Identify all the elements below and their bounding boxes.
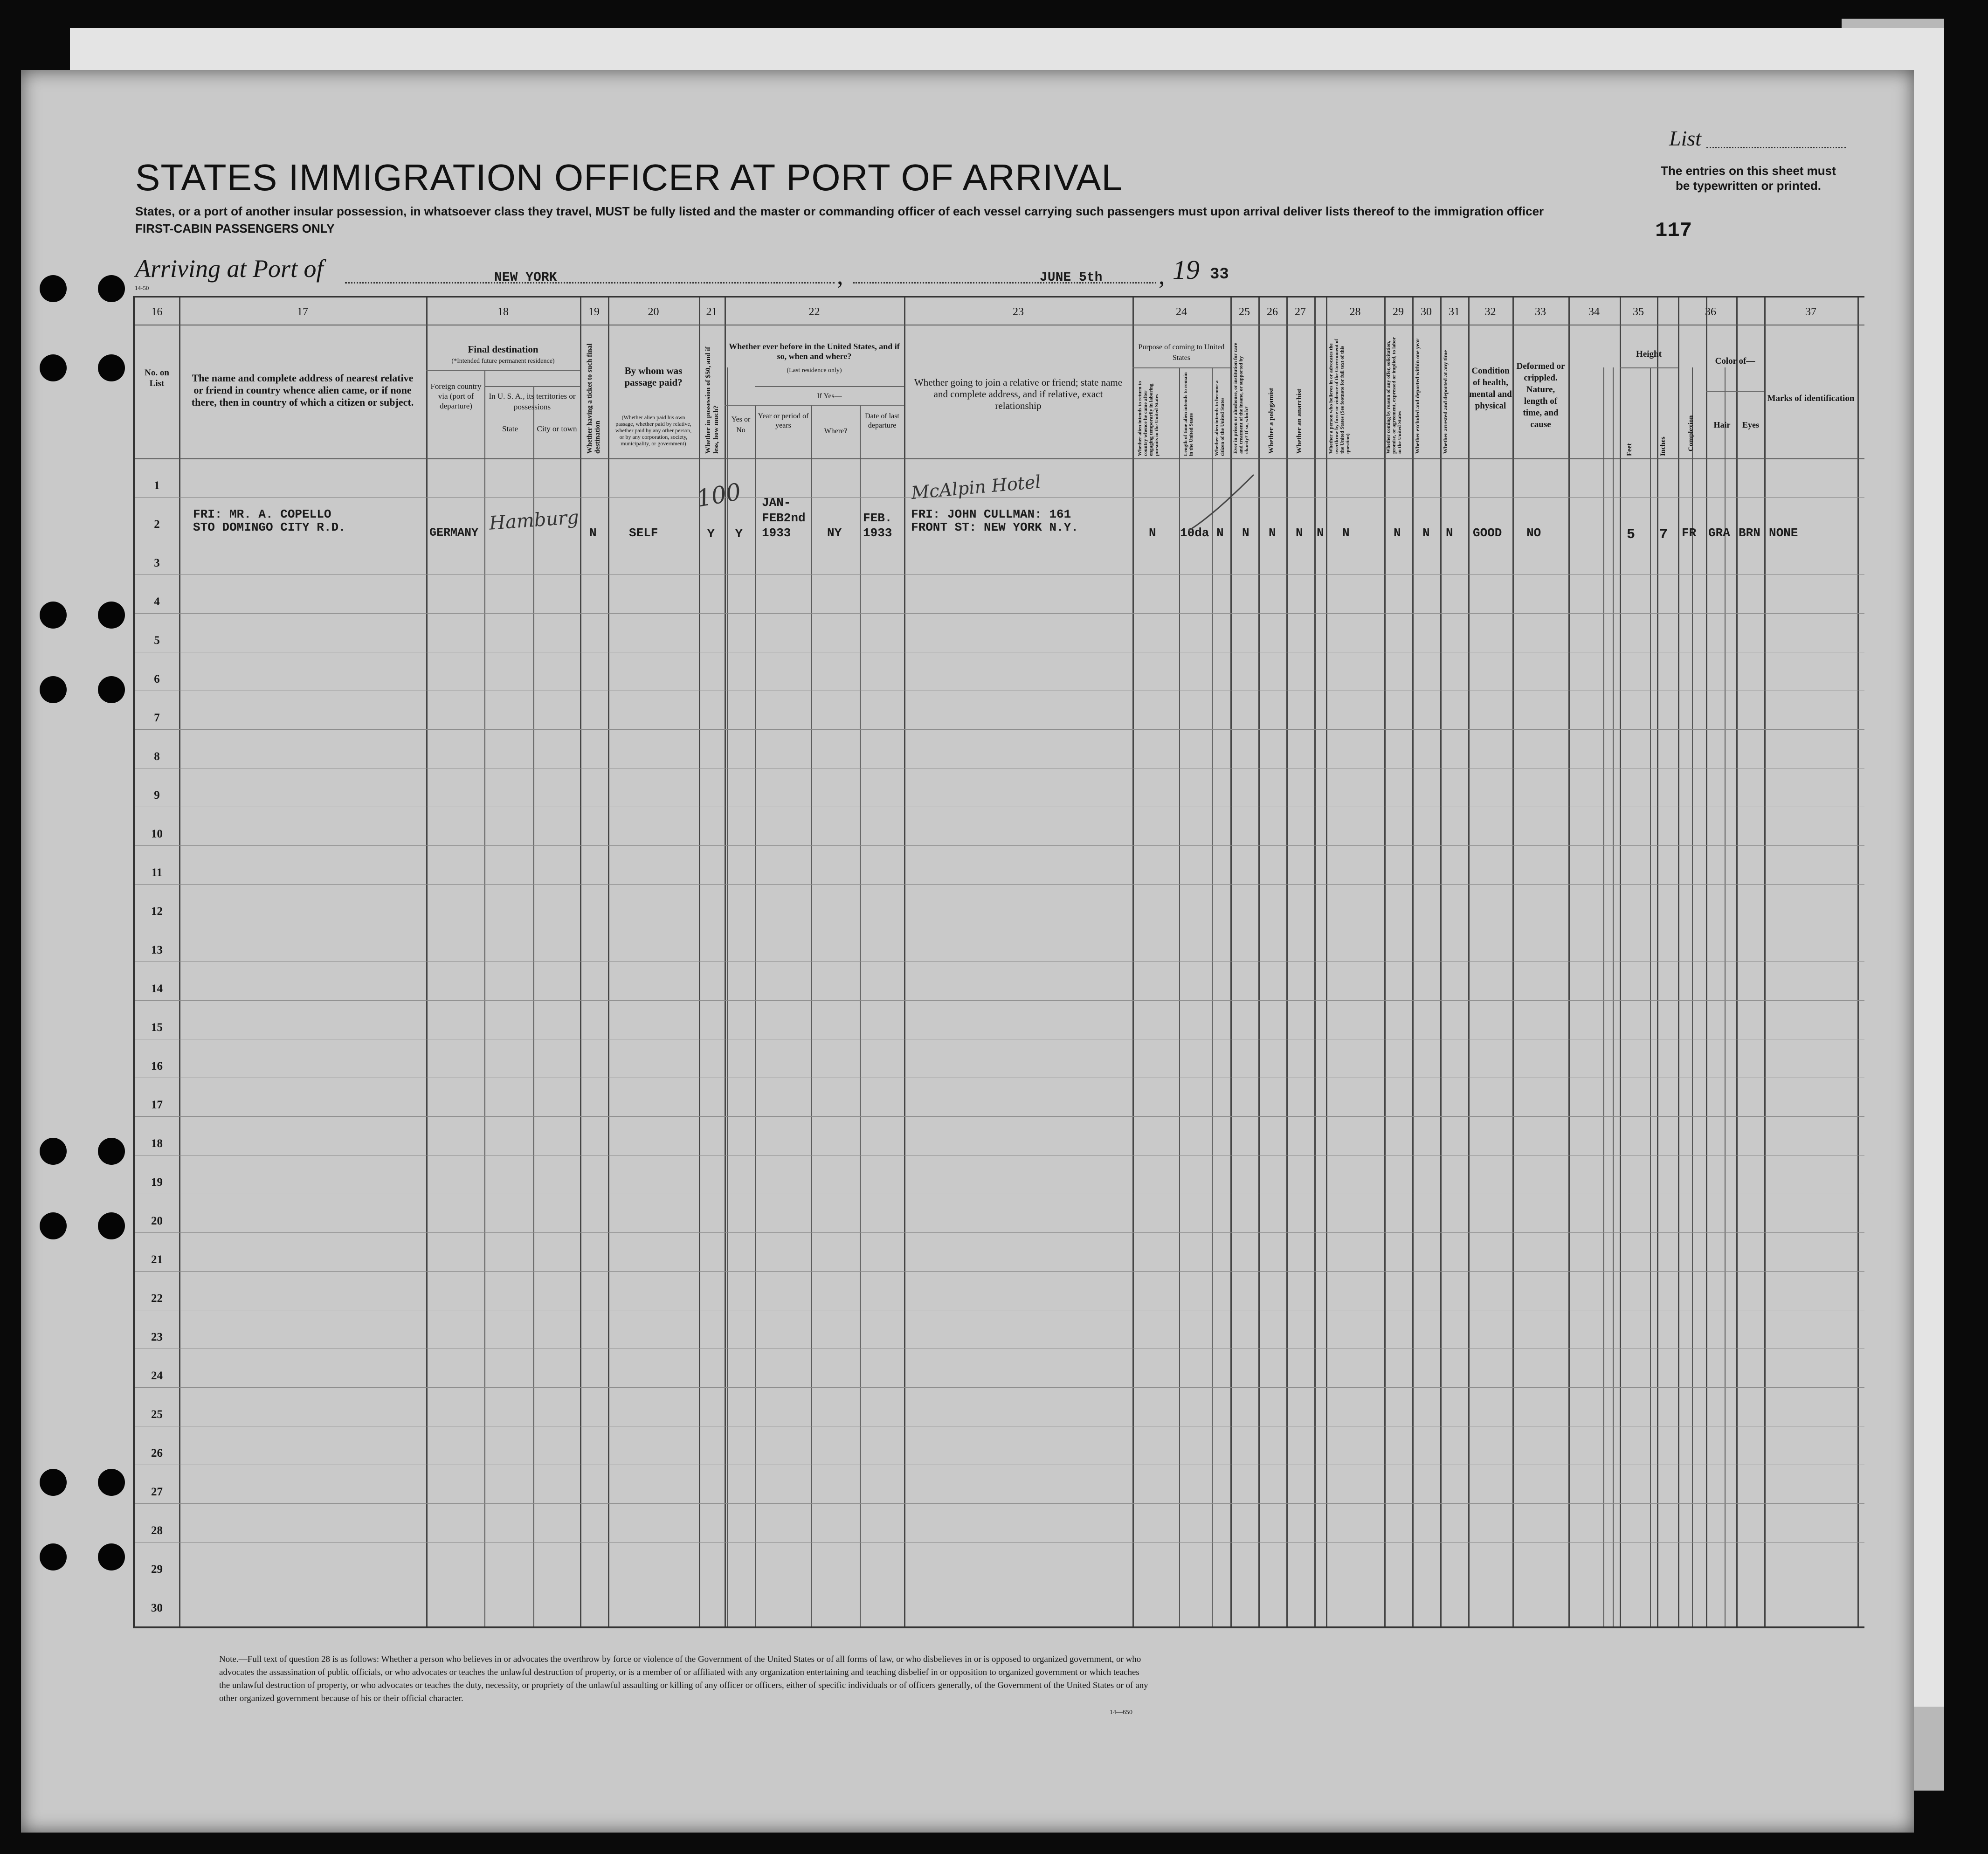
header-complexion: Complexion [1687,415,1695,451]
row-number: 13 [151,944,163,956]
row-number: 2 [154,518,160,531]
header-feet: Feet [1626,443,1633,456]
header-ticket: Whether having a ticket to such final destination [586,343,601,454]
column-number: 23 [1013,306,1024,318]
deformed-value: NO [1526,526,1541,540]
column-number: 19 [588,306,600,318]
column-number: 36 [1705,306,1716,318]
row-number: 20 [151,1215,163,1227]
header-color-of: Color of— [1715,356,1755,366]
row-number: 8 [154,750,160,763]
row-number: 16 [151,1060,163,1072]
header-final-destination: Final destination [468,344,538,355]
ticket-value: N [589,526,597,540]
header-yes-no: Yes or No [731,415,751,434]
row-line [135,1387,1864,1388]
row-line [135,884,1864,885]
where-value: NY [827,526,842,540]
column-number: 24 [1176,306,1187,318]
excluded-value: N [1422,526,1430,540]
row-line [135,613,1864,614]
row-line [135,1271,1864,1272]
manifest-table [133,284,1864,1628]
punch-hole [98,1543,125,1570]
class-line: FIRST-CABIN PASSENGERS ONLY [135,221,335,235]
row-line [135,1116,1864,1117]
column-number: 18 [497,306,509,318]
header-height: Height [1636,349,1662,359]
hair-value: GRA [1708,526,1730,540]
row-number: 4 [154,595,160,608]
list-label: List [1669,126,1702,150]
row-number: 3 [154,557,160,569]
row-number: 18 [151,1137,163,1150]
row-number: 12 [151,905,163,918]
column-number: 31 [1449,306,1460,318]
row-line [135,574,1864,575]
header-deformed: Deformed or crippled. Nature, length of time, and cause [1516,361,1565,429]
header-anarchist: Whether an anarchist [1296,388,1303,454]
punch-hole [40,1212,67,1239]
row-line [135,1232,1864,1233]
column-number: 29 [1393,306,1404,318]
punch-hole [40,1543,67,1570]
row-number: 6 [154,673,160,685]
row-number: 1 [154,479,160,492]
header-purpose: Purpose of coming to United States [1138,343,1225,362]
header-city: City or town [537,424,577,433]
column-number: 35 [1633,306,1644,318]
row-number: 19 [151,1176,163,1189]
sheet-number: 117 [1655,219,1692,242]
header-passage-paid-note: (Whether alien paid his own passage, whether paid by relative, whether paid by any other person, or by any corporation, society, municipality, or government) [615,414,692,447]
separator: , [1159,262,1165,290]
header-excluded: Whether excluded and deported within one year [1414,338,1421,454]
row-line [135,845,1864,846]
column-number: 32 [1484,306,1496,318]
row-number: 28 [151,1524,163,1537]
header-eyes: Eyes [1742,420,1759,429]
header-return-intent: Whether alien intends to return to country whence he came after engaging temporarily in laboring pursuits in the United States [1137,381,1160,456]
row-number: 11 [151,866,163,879]
column-number: 27 [1295,306,1306,318]
entries-note-line: be typewritten or printed. [1675,179,1822,193]
separator: , [837,262,843,290]
header-year-period: Year or period of years [758,412,809,429]
handwritten-hotel: McAlpin Hotel [910,471,1042,504]
header-become-citizen: Whether alien intends to become a citizen of the United States [1214,380,1225,456]
punch-hole [98,275,125,302]
column-number: 20 [648,306,659,318]
row-number: 29 [151,1563,163,1576]
row-number: 14 [151,982,163,995]
punch-hole [98,1469,125,1496]
column-number: 16 [151,306,163,318]
row-number: 15 [151,1021,163,1034]
entries-note-line: The entries on this sheet must [1661,164,1836,178]
header-if-yes: If Yes— [817,392,842,400]
header-length-of-stay: Length of time alien intends to remain in the United States [1183,372,1194,456]
handwritten-city: Hamburg [488,506,580,534]
year-period-line: FEB2nd [762,511,806,525]
header-state: State [502,424,518,433]
header-overthrow: Whether a person who believes in or advocates the overthrow by force or violence of the Government of the United States (See footnote for full text of this question) [1328,339,1351,454]
header-labor-offer: Whether coming by reason of any offer, solicitation, promise, or agreement, expressed or implied, to labor in the United States [1386,337,1402,454]
column-number: 28 [1349,306,1361,318]
arriving-label: Arriving at Port of [135,255,324,283]
header-hair: Hair [1713,420,1731,429]
punch-hole [40,1469,67,1496]
row-number: 25 [151,1408,163,1421]
punch-hole [40,602,67,629]
row-number: 22 [151,1292,163,1305]
port-value: NEW YORK [494,270,557,285]
return-intent-value: N [1149,526,1156,540]
header-in-usa: In U. S. A., its territories or possessions [489,392,576,411]
row-number: 5 [154,634,160,647]
header-passage-paid: By whom was passage paid? [624,365,683,388]
arrested-value: N [1446,526,1453,540]
punch-hole [98,676,125,703]
row-number: 30 [151,1602,163,1614]
punch-hole [98,1212,125,1239]
health-value: GOOD [1473,526,1502,540]
column-number: 33 [1535,306,1546,318]
header-marks: Marks of identification [1767,394,1855,403]
date-line [853,282,1156,284]
header-health: Condition of health, mental and physical [1469,366,1512,411]
corner-mark: 14-50 [135,284,149,291]
row-line [135,497,1864,498]
punch-hole [40,1138,67,1165]
polygamist-value: N [1269,526,1276,540]
list-number-line [1706,147,1846,148]
year-prefix: 19 [1173,255,1200,285]
year-period-line: 1933 [762,526,791,540]
column-number: 21 [706,306,718,318]
row-number: 10 [151,828,163,840]
row-number: 17 [151,1099,163,1111]
column-number: 26 [1267,306,1278,318]
header-inches: Inches [1659,436,1667,456]
check-stroke [1184,470,1258,535]
last-departure-line: FEB. [863,511,892,525]
header-fifty-dollars: Whether in possession of $50, and if less, how much? [704,346,720,454]
column-number: 34 [1588,306,1600,318]
possession-value: Y [707,527,715,541]
header-where: Where? [824,427,848,435]
overthrow-value: N [1342,526,1350,540]
relative-line: FRI: MR. A. COPELLO [193,507,331,521]
page-title: STATES IMMIGRATION OFFICER AT PORT OF ARRIVAL [135,157,1123,198]
punch-hole [40,354,67,381]
anarchist-value: N [1296,526,1303,540]
length-of-stay-value: 10da [1180,526,1209,540]
prison-value: N [1242,526,1249,540]
port-line [345,282,835,284]
year-suffix: 33 [1210,266,1229,284]
column-number: 37 [1805,306,1816,318]
header-relative: The name and complete address of nearest relative or friend in country whence alien came, or if none there, then in country of which a citizen or subject. [191,372,414,408]
header-prison: Ever in prison or almshouse, or institution for care and treatment of the insane, or supported by charity? If so, which? [1233,343,1249,454]
arrival-date: JUNE 5th [1040,270,1103,285]
row-number: 7 [154,712,160,724]
passage-paid-value: SELF [629,526,658,540]
column-number: 17 [297,306,308,318]
row-number: 27 [151,1486,163,1498]
row-number: 23 [151,1331,163,1343]
header-last-departure: Date of last departure [865,412,899,429]
handwritten-money: 100 [694,478,743,512]
header-last-residence: (Last residence only) [787,367,842,374]
header-polygamist: Whether a polygamist [1268,387,1275,454]
header-foreign-country: Foreign country via (port of departure) [430,382,482,410]
punch-hole [98,354,125,381]
form-number: 14—650 [1110,1709,1132,1716]
eyes-value: BRN [1739,526,1760,540]
header-final-destination-note: (*Intended future permanent residence) [451,358,555,365]
column-number: 22 [808,306,820,318]
header-ever-before: Whether ever before in the United States, and if so, when and where? [729,342,900,361]
column-number: 25 [1239,306,1250,318]
header-arrested: Whether arrested and deported at any time [1442,350,1449,454]
complexion-value: FR [1682,526,1697,540]
join-relative-line: FRI: JOHN CULLMAN: 161 [911,507,1071,521]
anarchist-extra-value: N [1317,526,1324,540]
labor-offer-value: N [1394,526,1401,540]
header-no-on-list: No. on List [145,368,169,388]
row-line [135,1542,1864,1543]
punch-hole [98,602,125,629]
join-relative-line: FRONT ST: NEW YORK N.Y. [911,520,1078,534]
instruction-line: States, or a port of another insular possession, in whatsoever class they travel, MUST be fully listed and the master or commanding officer of each vessel carrying such passengers must upon arrival deliver lists thereof to the immigration officer [135,204,1544,218]
marks-value: NONE [1769,526,1798,540]
row-line [135,1000,1864,1001]
entries-note [1636,163,1860,193]
row-number: 26 [151,1447,163,1460]
relative-line: STO DOMINGO CITY R.D. [193,520,346,534]
punch-hole [40,275,67,302]
foreign-country: GERMANY [429,526,479,540]
height-inches-value: 7 [1659,527,1668,543]
footnote: Note.—Full text of question 28 is as follows: Whether a person who believes in or advocates the overthrow by force or violence of the Government of the United States or of all forms of law, or who disbelieves in or is opposed to organized government, or who advocates the assassination of public officials, or who advocates or teaches the unlawful destruction of property, or is a member of or affiliated with any organization entertaining and teaching disbelief in or opposition to organized government or which teaches the unlawful destruction of property, or who advocates or teaches the duty, necessity, or propriety of the unlawful assaulting or killing of any officer or officers, either of specific individuals or of officers generally, of the Government of the United States or of any other organized government because of his or their official character. [219,1654,1148,1703]
row-number: 21 [151,1253,163,1266]
header-join-relative: Whether going to join a relative or friend; state name and complete address, and if relative, exact relationship [914,377,1123,411]
last-departure-line: 1933 [863,526,892,540]
column-number: 30 [1421,306,1432,318]
row-number: 24 [151,1370,163,1382]
before-in-us-value: Y [735,527,743,541]
become-citizen-value: N [1216,526,1224,540]
punch-hole [40,676,67,703]
row-line [135,1503,1864,1504]
year-period-line: JAN- [762,496,791,510]
height-feet-value: 5 [1627,527,1636,543]
row-number: 9 [154,789,160,802]
punch-hole [98,1138,125,1165]
row-line [135,729,1864,730]
